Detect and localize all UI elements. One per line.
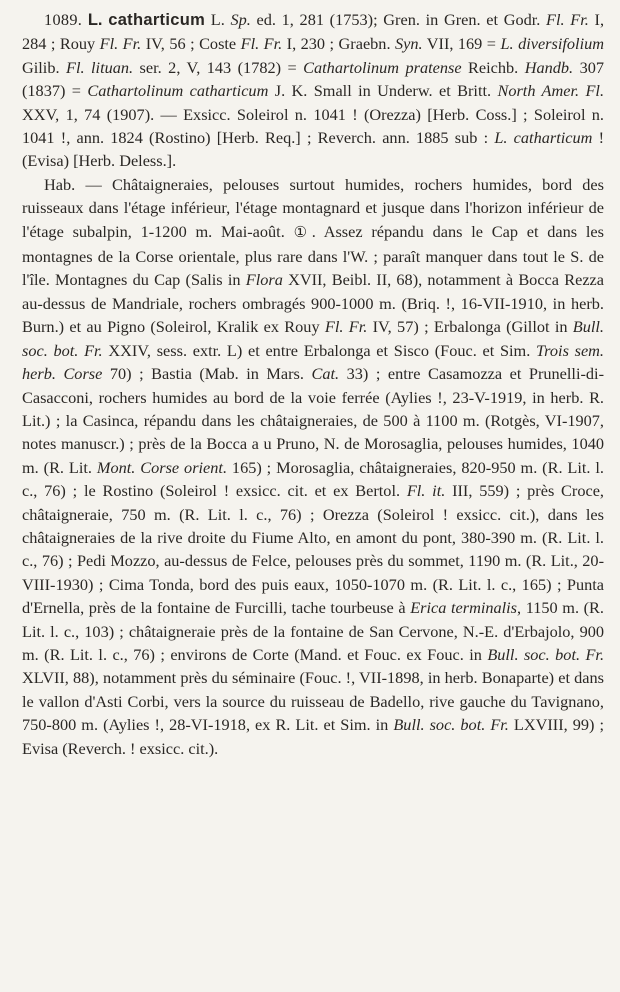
text-run: III, 559) ; près Croce, châtaigneraie, 750 m. (R. Lit. l. c., 76) ; Orezza (Soleirol ! exsicc. cit.), dans les châtaigneraies de la rive droite du Fiume Alto, en amont du pont, 380-390 m. (R. Lit. l. c., 76) ; Pedi Mozzo, au-dessus de Felce, pelouses près du sommet, 1190 m. (R. Lit., 20-VIII-1930) ; Cima Tonda, bord des puis eaux, 1050-1070 m. (R. Lit. l. c., 165) ; Punta d'Ernella, près de la fontaine de Furcilli, tache tourbeuse à — [22, 481, 605, 618]
entry-synonymy-text — [22, 10, 604, 170]
text-run: XXIV, sess. extr. L) et entre Erbalonga et Sisco (Fouc. et Sim. — [102, 340, 537, 360]
italic-citation: Trois sem. herb. Corse — [22, 340, 605, 384]
text-run: 307 (1837) = — [22, 57, 604, 101]
text-run: IV, 56 ; Coste — [141, 34, 241, 54]
italic-citation: Fl. Fr. — [240, 34, 283, 54]
species-entry-paragraph — [22, 8, 604, 173]
italic-citation: Fl. Fr. — [546, 10, 589, 29]
text-run: . Assez répandu dans le Cap et dans les montagnes de la Corse orientale, plus rare dans l'W. ; paraît manquer dans tout le S. de l'île. Montagnes du Cap (Salis in — [22, 221, 604, 290]
italic-citation: Fl. lituan. — [66, 57, 134, 77]
text-run: 165) ; Morosaglia, châtaigneraies, 820-950 m. (R. Lit. l. c., 76) ; le Rostino (Soleirol ! exsicc. cit. et ex Bertol. — [22, 457, 605, 501]
habitat-paragraph — [22, 173, 604, 760]
text-run: J. K. Small in Underw. et Britt. — [268, 81, 498, 101]
italic-citation: Cathartolinum pratense — [303, 57, 462, 77]
italic-citation: L. diversifolium — [500, 34, 604, 54]
text-run: ser. 2, V, 143 (1782) = — [133, 57, 304, 77]
italic-citation: Bull. soc. bot. Fr. — [487, 644, 605, 664]
text-run: , 1150 m. (R. Lit. l. c., 103) ; châtaigneraie près de la fontaine de San Cervone, N.-E. d'Erbajolo, 900 m. (R. Lit. l. c., 76) ; environs de Corte (Mand. et Fouc. ex Fouc. in — [22, 598, 604, 664]
text-run: LXVIII, 99) ; Evisa (Reverch. ! exsicc. cit.). — [22, 715, 605, 758]
italic-citation: Mont. Corse orient. — [96, 457, 228, 477]
text-run: Hab. — Châtaigneraies, pelouses surtout humides, rochers humides, bord des ruisseaux dans l'étage inférieur, l'étage montagnard et jusque dans l'horizon inférieur de l'étage subalpin, 1-1200 m. Mai-août. — [22, 174, 604, 241]
italic-citation: Cathartolinum catharticum — [87, 81, 269, 101]
italic-citation: Cat. — [311, 364, 340, 384]
italic-citation: Handb. — [524, 57, 574, 77]
italic-citation: Bull. soc. bot. Fr. — [393, 715, 509, 735]
italic-citation: Fl. Fr. — [324, 317, 368, 337]
text-run: Gilib. — [22, 57, 67, 77]
italic-citation: Erica terminalis — [410, 598, 518, 618]
text-run: ! (Evisa) [Herb. Deless.]. — [22, 128, 605, 171]
text-run: 70) ; Bastia (Mab. in Mars. — [102, 364, 312, 384]
text-run: 33) ; entre Casamozza et Prunelli-di-Casacconi, rochers humides au bord de la voie ferrée (Aylies !, 23-V-1919, in herb. R. Lit.) ; la Casinca, répandu dans les châtaigneraies, de 500 à 1100 m. (Rotgès, VI-1907, notes manuscr.) ; près de la Bocca a u Pruno, N. de Morosaglia, pelouses humides, 1040 m. (R. Lit. — [22, 364, 604, 477]
italic-citation: Bull. soc. bot. Fr. — [22, 317, 604, 360]
italic-citation: Sp. — [230, 10, 251, 29]
text-run: XXV, 1, 74 (1907). — Exsicc. Soleirol n. 1041 ! (Orezza) [Herb. Coss.] ; Soleirol n. 1041 !, ann. 1824 (Rostino) [Herb. Req.] ; Reverch. ann. 1885 sub : — [22, 104, 604, 148]
italic-citation: Fl. it. — [406, 481, 446, 501]
text-run: XVII, Beibl. II, 68), notamment à Bocca Rezza au-dessus de Mandriale, rochers ombragés 900-1000 m. (Briq. !, 16-VII-1910, in herb. Burn.) et au Pigno (Soleirol, Kralik ex Rouy — [22, 270, 604, 337]
text-run: VII, 169 = — [422, 34, 501, 54]
italic-citation: Flora — [245, 270, 283, 290]
text-run: I, 284 ; Rouy — [22, 10, 605, 54]
text-run: IV, 57) ; Erbalonga (Gillot in — [367, 317, 573, 337]
species-epithet: catharticum — [108, 11, 206, 29]
entry-number: 1089. — [44, 10, 83, 29]
genus-abbrev: L. — [87, 11, 103, 29]
text-run: I, 230 ; Graebn. — [282, 34, 395, 54]
text-run: XLVII, 88), notamment près du séminaire (Fouc. !, VII-1898, in herb. Bonaparte) et dans le vallon d'Asti Corbi, vers la source du ruisseau de Badello, rive gauche du Tavignano, 750-800 m. (Aylies !, 28-VI-1918, ex R. Lit. et Sim. in — [22, 668, 604, 735]
italic-citation: L. catharticum — [494, 128, 593, 148]
annual-symbol: ① — [293, 224, 312, 241]
text-run: ed. 1, 281 (1753); Gren. in Gren. et Godr. — [250, 10, 547, 29]
italic-citation: North Amer. Fl. — [497, 81, 605, 101]
italic-citation: Fl. Fr. — [99, 34, 142, 54]
text-run: L. — [205, 10, 231, 29]
text-run: Reichb. — [461, 57, 525, 77]
italic-citation: Syn. — [395, 34, 423, 54]
